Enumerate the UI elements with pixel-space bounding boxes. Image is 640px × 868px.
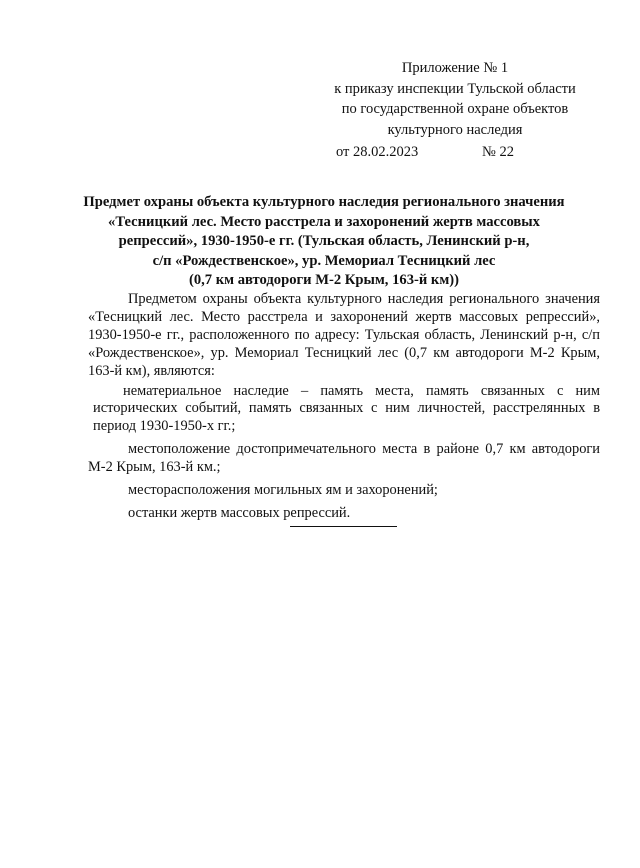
- appendix-issuer: по государственной охране объектов: [341, 101, 569, 117]
- title-line: (0,7 км автодороги М-2 Крым, 163-й км)): [189, 272, 459, 289]
- end-divider: [290, 526, 397, 527]
- appendix-issuer-cont: культурного наследия: [387, 121, 523, 138]
- title-line: «Тесницкий лес. Место расстрела и захоронений жертв массовых: [108, 213, 540, 230]
- list-item: останки жертв массовых репрессий.: [128, 504, 351, 521]
- order-date: от 28.02.2023: [336, 144, 419, 160]
- list-item: месторасположения могильных ям и захоронений;: [128, 482, 438, 499]
- appendix-number: Приложение № 1: [401, 60, 509, 76]
- document-body: [88, 291, 600, 528]
- order-number: № 22: [482, 144, 514, 160]
- title-line: репрессий», 1930-1950-е гг. (Тульская область, Ленинский р-н,: [118, 233, 530, 250]
- appendix-header: [300, 58, 610, 140]
- appendix-order-ref: к приказу инспекции Тульской области: [334, 80, 576, 97]
- title-line: Предмет охраны объекта культурного наследия регионального значения: [83, 194, 565, 210]
- title-line: с/п «Рождественское», ур. Мемориал Тесницкий лес: [152, 252, 496, 269]
- list-item: местоположение достопримечательного места в районе 0,7 км автодороги М-2 Крым, 163-й км.;: [88, 441, 600, 476]
- intro-paragraph: Предметом охраны объекта культурного наследия регионального значения «Тесницкий лес. Место расстрела и захоронений жертв массовых репрессий», 1930-1950-е гг., расположенного по адресу: Тульская область, Ленинский р-н, с/п «Рождественское», ур. Мемориал Тесницкий лес (0,7 км автодороги М-2 Крым, 163-й км), являются:: [88, 291, 600, 379]
- list-item: нематериальное наследие – память места, память связанных с ним исторических событий, память связанных с ним личностей, расстрелянных в период 1930-1950-х гг.;: [93, 382, 600, 435]
- document-title: [80, 193, 568, 291]
